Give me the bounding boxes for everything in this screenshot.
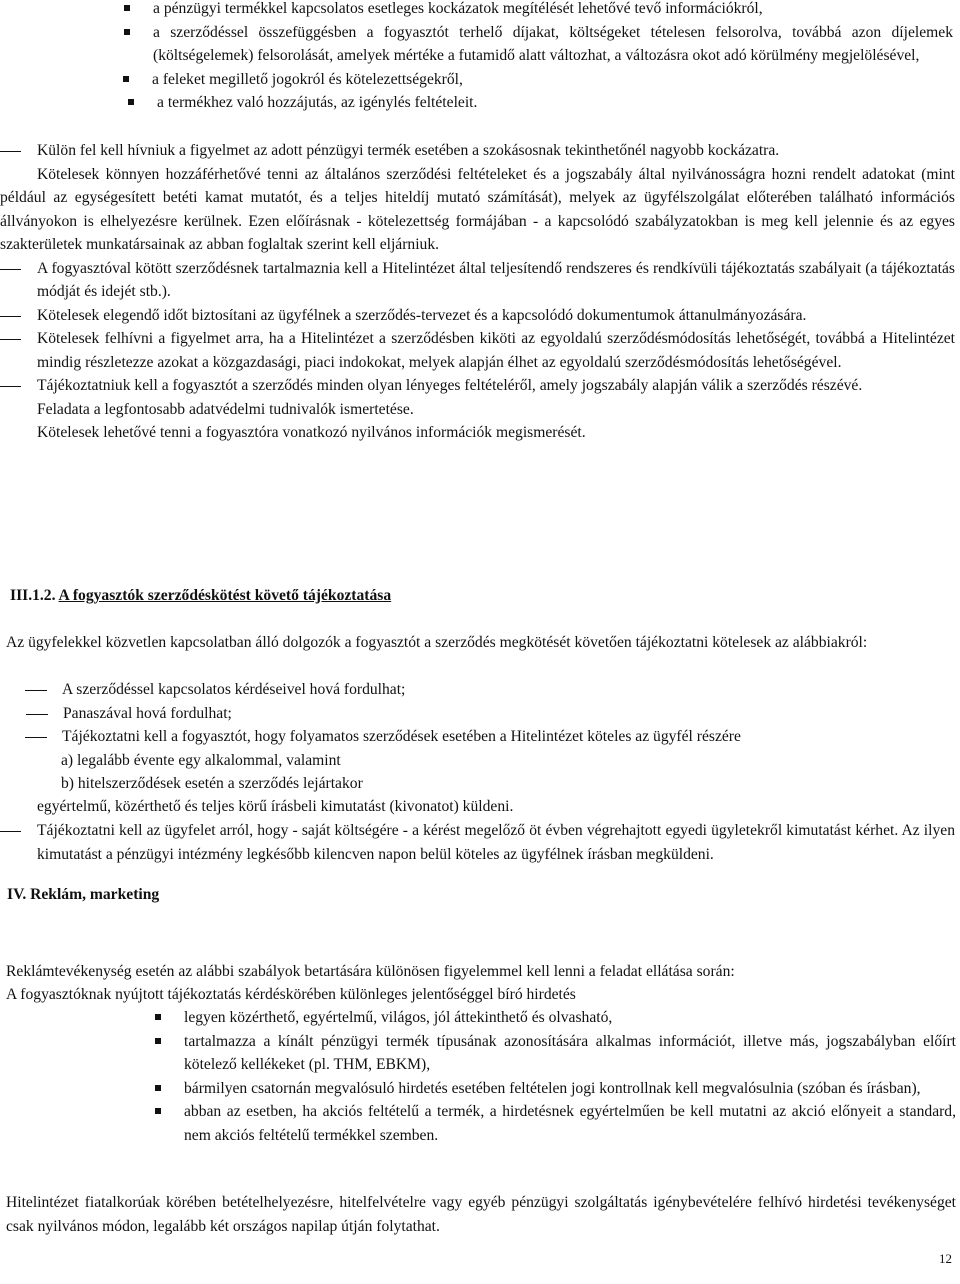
section-intro: A fogyasztóknak nyújtott tájékoztatás kérdéskörében különleges jelentőséggel bíró hirdetés bbox=[6, 986, 576, 1003]
list-item: A fogyasztóval kötött szerződésnek tartalmaznia kell a Hitelintézet által teljesítendő rendszeres és rendkívüli tájékoztatás szabályait (a tájékoztatás módját és idejét stb.). bbox=[37, 257, 955, 304]
section-heading: IV. Reklám, marketing bbox=[7, 886, 160, 903]
section-title: A fogyasztók szerződéskötést követő tájékoztatása bbox=[58, 587, 392, 604]
section-number: III.1.2. bbox=[10, 587, 56, 604]
list-item: Kötelesek elegendő időt biztosítani az ügyfélnek a szerződés-tervezet és a kapcsolódó dokumentumok áttanulmányozására. bbox=[37, 304, 955, 328]
section-intro: Reklámtevékenység esetén az alábbi szabályok betartására különösen figyelemmel kell lenni a feladat ellátása során: bbox=[6, 963, 735, 980]
list-item: bármilyen csatornán megvalósuló hirdetés esetében feltételen jogi kontrollnak kell megvalósulnia (szóban és írásban), bbox=[184, 1077, 956, 1101]
list-item: A szerződéssel kapcsolatos kérdéseivel hová fordulhat; bbox=[62, 678, 957, 702]
list-item: a feleket megillető jogokról és kötelezettségekről, bbox=[152, 68, 952, 92]
list-item: Kötelesek könnyen hozzáférhetővé tenni az általános szerződési feltételeket és a jogszabály által nyilvánosságra hozni rendelt adatokat (mint például az egységesített betéti kamat mutatót, és a teljes hiteldíj mutató számítását), melyek az ügyfélszolgálat előterében található információs állványokon is elhelyezésre kerülnek. Ezen előírásnak - kötelezettség formájában - a kapcsolódó szabályzatokban is meg kell jelennie és az egyes szakterületek munkatársainak az abban foglaltak szerint kell eljárniuk. bbox=[0, 163, 955, 257]
list-item: legyen közérthető, egyértelmű, világos, jól áttekinthető és olvasható, bbox=[184, 1006, 956, 1030]
sub-item: b) hitelszerződések esetén a szerződés lejártakor bbox=[61, 775, 363, 792]
section-bullet-list bbox=[184, 1006, 956, 1147]
top-bullet-list bbox=[153, 0, 953, 115]
list-item: a termékhez való hozzájutás, az igénylés feltételeit. bbox=[157, 91, 957, 115]
plain-line: Kötelesek lehetővé tenni a fogyasztóra vonatkozó nyilvános információk megismerését. bbox=[37, 424, 586, 441]
list-item: Tájékoztatni kell a fogyasztót, hogy folyamatos szerződések esetében a Hitelintézet köteles az ügyfél részére bbox=[62, 725, 957, 749]
sub-item: a) legalább évente egy alkalommal, valamint bbox=[61, 751, 341, 769]
list-item: a szerződéssel összefüggésben a fogyasztót terhelő díjakat, költségeket tételesen felsorolva, továbbá azon díjelemek (költségelemek) felsorolását, amelyek mértéke a futamidő alatt változhat, a változásra okot adó körülmény megjelölésével, bbox=[153, 21, 953, 68]
list-item: a pénzügyi termékkel kapcsolatos esetleges kockázatok megítélését lehetővé tevő információkról, bbox=[153, 0, 953, 21]
section-conclusion: egyértelmű, közérthető és teljes körű írásbeli kimutatást (kivonatot) küldeni. bbox=[37, 798, 514, 815]
section-intro: Az ügyfelekkel közvetlen kapcsolatban álló dolgozók a fogyasztót a szerződés megkötését követően tájékoztatni kötelesek az alábbiakról: bbox=[6, 634, 868, 651]
plain-line: Feladata a legfontosabb adatvédelmi tudnivalók ismertetése. bbox=[37, 400, 414, 418]
section-heading bbox=[10, 584, 391, 607]
list-item: Külön fel kell hívniuk a figyelmet az adott pénzügyi termék esetében a szokásosnak tekinthetőnél nagyobb kockázatra. bbox=[37, 139, 955, 163]
dash-list bbox=[0, 139, 955, 445]
page-number: 12 bbox=[939, 1250, 952, 1266]
list-item: Panaszával hová fordulhat; bbox=[63, 702, 958, 726]
list-item: abban az esetben, ha akciós feltételű a termék, a hirdetésnek egyértelműen be kell mutatni az akció előnyeit a standard, nem akciós feltételű termékkel szemben. bbox=[184, 1100, 956, 1147]
list-item: tartalmazza a kínált pénzügyi termék típusának azonosítására alkalmas információt, illetve más, jogszabályban előírt kötelező kellékeket (pl. THM, EBKM), bbox=[184, 1030, 956, 1077]
closing-paragraph: Hitelintézet fiatalkorúak körében betételhelyezésre, hitelfelvételre vagy egyéb pénzügyi szolgáltatás igénybevételére felhívó hirdetési tevékenységet csak nyilvános módon, legalább két országos napilap útján folytathat. bbox=[6, 1194, 956, 1235]
list-item: Kötelesek felhívni a figyelmet arra, ha a Hitelintézet a szerződésben kiköti az egyoldalú szerződésmódosítás lehetőségét, továbbá a Hitelintézet mindig részletezze azokat a közgazdasági, piaci indokokat, melyek alapján élhet az egyoldalú szerződésmódosítás lehetőségével. bbox=[37, 327, 955, 374]
list-item: Tájékoztatni kell az ügyfelet arról, hogy - saját költségére - a kérést megelőző öt évben végrehajtott egyedi ügyletekről kimutatást kérhet. Az ilyen kimutatást a pénzügyi intézmény legkésőbb kilencven napon belül köteles az ügyfélnek írásban megküldeni. bbox=[37, 819, 955, 866]
section-dash-list bbox=[62, 678, 957, 796]
list-item: Tájékoztatniuk kell a fogyasztót a szerződés minden olyan lényeges feltételéről, amely jogszabály alapján válik a szerződés részévé. bbox=[37, 374, 955, 398]
